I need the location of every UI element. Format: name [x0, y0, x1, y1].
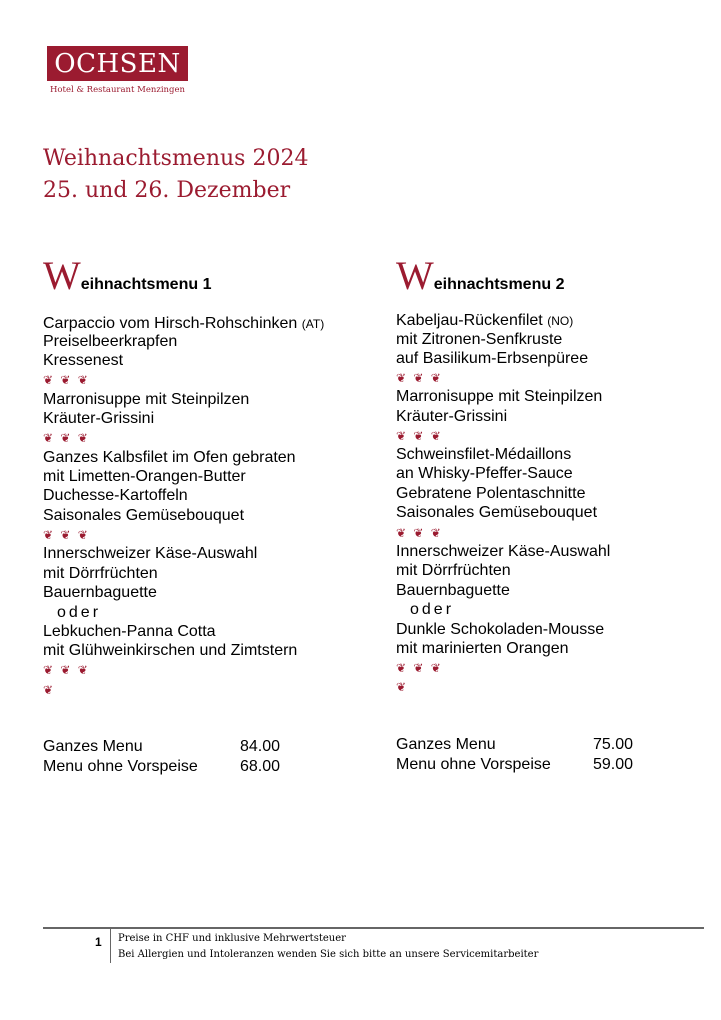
ornament-divider: ❦ ❦ ❦ [43, 663, 90, 677]
menu-2-item: auf Basilikum-Erbsenpüree [396, 350, 589, 367]
page-subtitle: 25. und 26. Dezember [43, 178, 291, 203]
menu-1-item: Preiselbeerkrapfen [43, 333, 178, 350]
brand-subtitle: Hotel & Restaurant Menzingen [50, 85, 185, 95]
menu-2-item: mit Dörrfrüchten [396, 562, 511, 579]
price-value: 84.00 [240, 738, 281, 755]
menu-2-item: mit marinierten Orangen [396, 640, 569, 657]
menu-1-item: mit Limetten-Orangen-Butter [43, 468, 246, 485]
menu-1 [43, 252, 363, 792]
ornament-end: ❦ [43, 683, 56, 697]
menu-1-item: Ganzes Kalbsfilet im Ofen gebraten [43, 449, 296, 466]
menu-1-item: mit Glühweinkirschen und Zimtstern [43, 642, 298, 659]
menu-2-item: Marronisuppe mit Steinpilzen [396, 388, 603, 405]
price-value: 75.00 [593, 736, 634, 753]
ornament-divider: ❦ ❦ ❦ [43, 431, 90, 445]
ornament-divider: ❦ ❦ ❦ [43, 373, 90, 387]
menu-2-item: Bauernbaguette [396, 582, 510, 599]
menu-1-item: Duchesse-Kartoffeln [43, 487, 188, 504]
ornament-divider: ❦ ❦ ❦ [396, 526, 443, 540]
footer-divider [43, 927, 704, 929]
footer-note: Preise in CHF und inklusive Mehrwertsteuer [118, 933, 346, 944]
menu-1-item: Bauernbaguette [43, 584, 157, 601]
ornament-divider: ❦ ❦ ❦ [396, 371, 443, 385]
price-value: 68.00 [240, 758, 281, 775]
menu-1-item: Kressenest [43, 352, 124, 369]
menu-2-item: Kräuter-Grissini [396, 408, 508, 425]
brand-logo [47, 46, 188, 81]
menu-1-item: Innerschweizer Käse-Auswahl [43, 545, 258, 562]
footer-vertical-divider [110, 929, 111, 963]
price-label: Ganzes Menu [396, 736, 496, 753]
brand-name: OCHSEN [54, 49, 181, 79]
menu-1-item: mit Dörrfrüchten [43, 565, 158, 582]
menu-2-item: an Whisky-Pfeffer-Sauce [396, 465, 573, 482]
menu-2-item: Schweinsfilet-Médaillons [396, 446, 572, 463]
menu-2-item: Gebratene Polentaschnitte [396, 485, 586, 502]
menu-2-item: Dunkle Schokoladen-Mousse [396, 621, 605, 638]
price-label: Ganzes Menu [43, 738, 143, 755]
menu-1-item: Marronisuppe mit Steinpilzen [43, 391, 250, 408]
menu-2 [396, 252, 716, 792]
price-label: Menu ohne Vorspeise [396, 756, 551, 773]
footer-note: Bei Allergien und Intoleranzen wenden Sie sich bitte an unsere Servicemitarbeiter [118, 949, 539, 960]
menu-2-item: Innerschweizer Käse-Auswahl [396, 543, 611, 560]
menu-1-item: Kräuter-Grissini [43, 410, 155, 427]
ornament-divider: ❦ ❦ ❦ [43, 528, 90, 542]
menu-2-alternative: oder [410, 601, 455, 618]
menu-2-item: mit Zitronen-Senfkruste [396, 331, 563, 348]
ornament-divider: ❦ ❦ ❦ [396, 661, 443, 675]
menu-2-item: Kabeljau-Rückenfilet (NO) [396, 312, 574, 329]
page-title: Weihnachtsmenus 2024 [43, 146, 309, 171]
menu-2-item: Saisonales Gemüsebouquet [396, 504, 598, 521]
menu-1-item: Lebkuchen-Panna Cotta [43, 623, 216, 640]
page-number: 1 [95, 935, 102, 949]
menu-1-item: Carpaccio vom Hirsch-Rohschinken (AT) [43, 315, 325, 332]
price-value: 59.00 [593, 756, 634, 773]
menu-1-alternative: oder [57, 604, 102, 621]
ornament-end: ❦ [396, 680, 409, 694]
price-label: Menu ohne Vorspeise [43, 758, 198, 775]
menu-2-heading: Weihnachtsmenu 2 [396, 253, 565, 298]
ornament-divider: ❦ ❦ ❦ [396, 429, 443, 443]
menu-1-item: Saisonales Gemüsebouquet [43, 507, 245, 524]
menu-1-heading: Weihnachtsmenu 1 [43, 253, 212, 298]
